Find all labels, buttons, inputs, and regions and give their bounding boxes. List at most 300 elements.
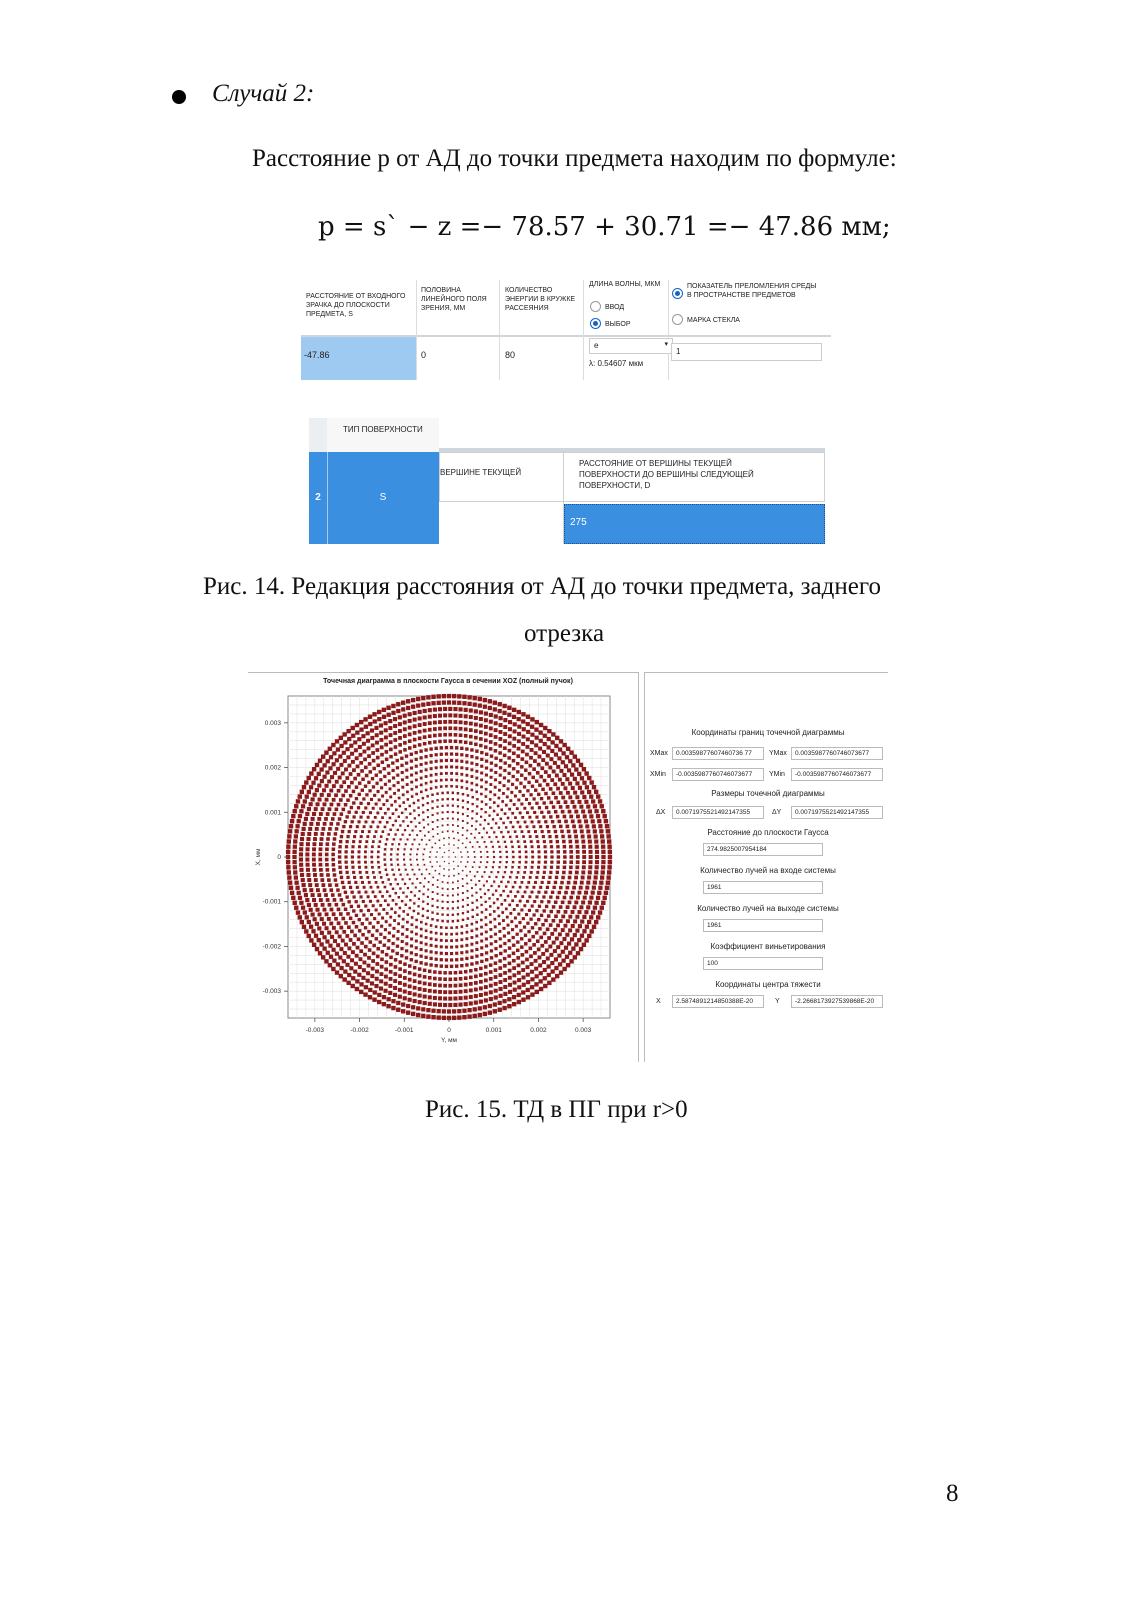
- data-point: [493, 910, 496, 913]
- data-point: [342, 732, 346, 736]
- data-point: [409, 878, 411, 880]
- data-point: [346, 835, 349, 838]
- data-point: [519, 856, 522, 859]
- data-point: [518, 861, 521, 864]
- refraction-field[interactable]: 1: [671, 343, 822, 361]
- data-point: [490, 761, 493, 764]
- data-point: [432, 898, 434, 900]
- data-point: [589, 780, 593, 784]
- data-point: [538, 755, 542, 759]
- data-point: [499, 723, 503, 727]
- data-point: [426, 1008, 430, 1012]
- data-point: [305, 795, 309, 799]
- data-point: [500, 894, 502, 896]
- data-point: [335, 827, 339, 831]
- data-point: [447, 798, 449, 800]
- data-point: [392, 812, 395, 815]
- data-point: [409, 813, 411, 815]
- data-point: [490, 754, 493, 757]
- data-point: [591, 819, 595, 823]
- data-point: [325, 784, 329, 788]
- data-point: [343, 969, 347, 973]
- data-point: [391, 999, 395, 1003]
- ymax-field[interactable]: 0.0035987760746073677: [791, 747, 883, 760]
- data-point: [428, 995, 432, 999]
- data-point: [569, 865, 573, 869]
- data-point: [377, 861, 380, 864]
- data-point: [508, 990, 512, 994]
- data-point: [302, 925, 306, 929]
- data-point: [389, 883, 391, 885]
- data-point: [460, 779, 463, 782]
- data-point: [543, 726, 547, 730]
- data-point: [362, 913, 365, 916]
- data-point: [443, 713, 447, 717]
- data-point: [360, 769, 364, 773]
- data-point: [440, 785, 443, 788]
- data-point: [452, 791, 454, 793]
- data-point: [520, 803, 523, 806]
- data-point: [537, 850, 540, 853]
- data-point: [390, 907, 393, 910]
- rays-in-field[interactable]: 1961: [703, 881, 823, 894]
- data-point: [304, 893, 308, 897]
- data-point: [411, 788, 414, 791]
- data-point: [330, 775, 334, 779]
- data-point: [373, 719, 377, 723]
- data-point: [393, 919, 396, 922]
- data-point: [535, 736, 539, 740]
- data-point: [562, 840, 566, 844]
- data-point: [447, 811, 449, 813]
- data-point: [346, 876, 349, 879]
- data-point: [443, 733, 447, 737]
- data-point: [327, 793, 331, 797]
- data-point: [358, 793, 361, 796]
- data-point: [345, 845, 348, 848]
- data-point: [366, 979, 370, 983]
- data-point: [462, 885, 464, 887]
- radio-select[interactable]: [590, 318, 601, 329]
- data-point: [435, 773, 438, 776]
- data-point: [492, 846, 494, 848]
- data-point: [521, 712, 525, 716]
- data-point: [317, 893, 321, 897]
- data-point: [368, 995, 372, 999]
- data-point: [398, 995, 402, 999]
- distance-d-cell[interactable]: [564, 504, 825, 544]
- data-point: [338, 866, 341, 869]
- data-point: [352, 909, 355, 912]
- data-point: [503, 718, 507, 722]
- radio-input[interactable]: [590, 301, 601, 312]
- data-point: [512, 708, 516, 712]
- data-point: [317, 784, 321, 788]
- data-point: [567, 830, 571, 834]
- data-point: [360, 895, 363, 898]
- gauss-field[interactable]: 274.9825007954184: [703, 843, 823, 856]
- data-point: [479, 986, 483, 990]
- data-point: [462, 878, 464, 880]
- data-point: [447, 804, 449, 806]
- data-point: [376, 764, 380, 768]
- data-point: [511, 928, 514, 931]
- xmin-field[interactable]: -0.0035987760746073677: [672, 768, 764, 781]
- data-point: [362, 968, 366, 972]
- data-point: [504, 761, 507, 764]
- dx-field[interactable]: 0.0071975521492147355: [672, 806, 764, 819]
- data-point: [534, 751, 538, 755]
- data-point: [480, 939, 483, 942]
- data-point: [437, 826, 439, 828]
- data-point: [526, 980, 530, 984]
- data-point: [584, 771, 588, 775]
- data-point: [309, 802, 313, 806]
- data-point: [405, 956, 408, 959]
- data-point: [403, 853, 405, 855]
- data-point: [436, 851, 437, 852]
- data-point: [384, 989, 388, 993]
- y-tick-label: 0.002: [264, 764, 281, 772]
- data-point: [499, 937, 502, 940]
- data-point: [448, 869, 449, 870]
- data-point: [335, 903, 339, 907]
- data-point: [490, 885, 492, 887]
- data-point: [555, 774, 559, 778]
- data-point: [517, 985, 521, 989]
- data-point: [385, 750, 389, 754]
- data-point: [348, 881, 351, 884]
- rays-out-field[interactable]: 1961: [703, 919, 823, 932]
- data-point: [475, 935, 478, 938]
- data-point: [525, 753, 529, 757]
- data-point: [448, 856, 449, 857]
- data-point: [364, 861, 367, 864]
- data-point: [416, 859, 418, 861]
- data-point: [582, 767, 586, 771]
- data-point: [494, 764, 497, 767]
- data-point: [313, 917, 317, 921]
- data-point: [548, 876, 551, 879]
- data-point: [383, 853, 385, 855]
- data-point: [398, 981, 402, 985]
- data-point: [559, 919, 563, 923]
- data-point: [294, 906, 298, 910]
- data-point: [447, 830, 449, 832]
- data-point: [361, 922, 364, 925]
- data-point: [391, 949, 394, 952]
- data-point: [424, 848, 426, 850]
- dy-field[interactable]: 0.0071975521492147355: [791, 806, 883, 819]
- data-point: [389, 733, 393, 737]
- data-point: [455, 785, 458, 788]
- data-point: [469, 976, 473, 980]
- data-point: [569, 750, 573, 754]
- data-point: [502, 876, 504, 878]
- data-point: [311, 817, 315, 821]
- data-point: [531, 861, 534, 864]
- data-point: [507, 706, 511, 710]
- data-point: [375, 741, 379, 745]
- data-point: [531, 845, 534, 848]
- data-point: [489, 720, 493, 724]
- data-point: [452, 811, 454, 813]
- data-point: [389, 916, 392, 919]
- data-point: [364, 820, 367, 823]
- data-point: [440, 746, 443, 749]
- data-point: [506, 851, 508, 853]
- data-point: [517, 710, 521, 714]
- data-point: [601, 865, 605, 869]
- data-point: [450, 746, 453, 749]
- data-point: [385, 960, 389, 964]
- data-point: [311, 781, 315, 785]
- data-point: [393, 792, 396, 795]
- data-point: [493, 856, 495, 858]
- data-point: [345, 776, 349, 780]
- data-point: [580, 776, 584, 780]
- data-point: [346, 798, 350, 802]
- data-point: [416, 697, 420, 701]
- data-point: [398, 967, 402, 971]
- data-point: [568, 951, 572, 955]
- data-point: [457, 865, 458, 866]
- data-point: [393, 717, 397, 721]
- data-point: [537, 861, 540, 864]
- data-point: [455, 964, 458, 967]
- data-point: [438, 990, 442, 994]
- data-point: [507, 831, 509, 833]
- data-point: [547, 745, 551, 749]
- data-point: [534, 789, 537, 792]
- data-point: [370, 981, 374, 985]
- data-point: [564, 910, 568, 914]
- data-point: [480, 816, 482, 818]
- data-point: [379, 723, 383, 727]
- data-point: [314, 807, 318, 811]
- data-point: [544, 855, 547, 858]
- data-point: [426, 702, 430, 706]
- data-point: [396, 853, 398, 855]
- data-point: [445, 778, 448, 781]
- data-point: [480, 808, 482, 810]
- data-point: [540, 811, 543, 814]
- data-point: [489, 913, 492, 916]
- data-point: [364, 945, 368, 949]
- data-point: [322, 922, 326, 926]
- data-point: [335, 930, 339, 934]
- data-point: [375, 782, 378, 785]
- data-point: [400, 947, 403, 950]
- data-point: [495, 836, 497, 838]
- data-point: [583, 896, 587, 900]
- data-point: [419, 955, 422, 958]
- data-point: [480, 896, 482, 898]
- data-point: [403, 727, 407, 731]
- data-point: [380, 965, 384, 969]
- cx-field[interactable]: 2.5874891214850388E-20: [672, 995, 764, 1008]
- data-point: [384, 928, 387, 931]
- data-point: [582, 915, 586, 919]
- data-point: [484, 965, 488, 969]
- data-point: [519, 900, 522, 903]
- data-point: [595, 855, 599, 859]
- data-point: [313, 793, 317, 797]
- data-point: [370, 913, 373, 916]
- data-point: [377, 717, 381, 721]
- data-point: [508, 969, 512, 973]
- data-point: [389, 817, 392, 820]
- data-point: [431, 794, 433, 796]
- data-point: [372, 759, 376, 763]
- xmax-field[interactable]: 0.00359877607460736 77: [672, 747, 764, 760]
- data-point: [355, 730, 359, 734]
- data-point: [483, 1012, 487, 1016]
- data-point: [453, 844, 454, 845]
- data-point: [490, 935, 493, 938]
- data-point: [317, 938, 321, 942]
- data-point: [452, 1016, 456, 1020]
- data-point: [526, 737, 530, 741]
- data-point: [346, 840, 349, 843]
- vignetting-field[interactable]: 100: [703, 957, 823, 970]
- data-point: [423, 715, 427, 719]
- data-point: [462, 813, 464, 815]
- ymin-field[interactable]: -0.0035987760746073677: [791, 768, 883, 781]
- data-point: [393, 993, 397, 997]
- data-point: [364, 785, 367, 788]
- data-point: [554, 914, 558, 918]
- data-point: [541, 881, 544, 884]
- data-point: [569, 850, 573, 854]
- header-partial: ВЕРШИНЕ ТЕКУЩЕЙ: [440, 468, 522, 477]
- radio-glass[interactable]: [672, 314, 683, 325]
- data-point: [355, 914, 358, 917]
- energy-value[interactable]: 80: [505, 350, 516, 360]
- data-point: [507, 931, 510, 934]
- data-point: [591, 799, 595, 803]
- data-point: [526, 995, 530, 999]
- data-point: [318, 798, 322, 802]
- data-point: [385, 758, 389, 762]
- data-point: [457, 825, 459, 827]
- data-point: [588, 809, 592, 813]
- data-point: [306, 863, 310, 867]
- data-point: [552, 805, 556, 809]
- data-point: [516, 778, 519, 781]
- data-point: [538, 963, 542, 967]
- data-point: [585, 925, 589, 929]
- data-point: [321, 807, 325, 811]
- data-point: [402, 793, 405, 796]
- data-point: [375, 908, 378, 911]
- data-point: [303, 799, 307, 803]
- data-point: [567, 942, 571, 946]
- data-point: [480, 861, 482, 863]
- data-point: [582, 865, 586, 869]
- data-point: [559, 905, 563, 909]
- data-point: [512, 959, 516, 963]
- data-point: [452, 920, 454, 922]
- data-point: [350, 752, 354, 756]
- data-point: [423, 854, 425, 856]
- data-point: [302, 827, 306, 831]
- data-point: [540, 914, 543, 917]
- wavelength-select[interactable]: [589, 338, 673, 354]
- data-point: [486, 861, 488, 863]
- data-point: [484, 739, 488, 743]
- data-point: [493, 851, 495, 853]
- data-point: [320, 837, 324, 841]
- data-point: [323, 802, 327, 806]
- data-point: [355, 811, 358, 814]
- data-point: [447, 694, 451, 698]
- data-point: [372, 904, 375, 907]
- data-point: [417, 799, 419, 801]
- data-point: [429, 963, 432, 966]
- data-point: [355, 987, 359, 991]
- data-point: [470, 768, 473, 771]
- data-point: [506, 916, 509, 919]
- half-field-value[interactable]: 0: [421, 350, 427, 360]
- data-point: [470, 879, 472, 881]
- data-point: [511, 846, 513, 848]
- data-point: [378, 913, 381, 916]
- data-point: [314, 832, 318, 836]
- radio-refraction[interactable]: [672, 288, 683, 299]
- data-point: [385, 920, 388, 923]
- data-point: [312, 812, 316, 816]
- data-point: [457, 792, 459, 794]
- data-point: [529, 793, 532, 796]
- cy-field[interactable]: -2.2668173927539868E-20: [791, 995, 883, 1008]
- data-point: [422, 915, 424, 917]
- data-point: [405, 769, 408, 772]
- data-point: [309, 938, 313, 942]
- data-point: [374, 726, 378, 730]
- data-point: [489, 806, 491, 808]
- data-point: [494, 786, 497, 789]
- data-point: [398, 715, 402, 719]
- data-point: [526, 789, 529, 792]
- data-point: [517, 717, 521, 721]
- data-point: [467, 1014, 471, 1018]
- data-point: [432, 836, 434, 838]
- data-point: [489, 928, 492, 931]
- data-point: [320, 779, 324, 783]
- data-point: [577, 910, 581, 914]
- data-point: [493, 831, 495, 833]
- data-point: [512, 861, 514, 863]
- data-point: [535, 909, 538, 912]
- data-point: [606, 880, 610, 884]
- data-point: [571, 800, 575, 804]
- data-point: [393, 986, 397, 990]
- data-point: [566, 963, 570, 967]
- data-point: [547, 796, 551, 800]
- data-point: [375, 830, 378, 833]
- data-point: [377, 710, 381, 714]
- data-point: [420, 928, 423, 931]
- data-point: [323, 822, 327, 826]
- data-point: [513, 729, 517, 733]
- data-point: [502, 711, 506, 715]
- data-point: [489, 970, 493, 974]
- data-point: [429, 957, 432, 960]
- data-point: [364, 806, 367, 809]
- data-point: [384, 743, 388, 747]
- data-point: [494, 714, 498, 718]
